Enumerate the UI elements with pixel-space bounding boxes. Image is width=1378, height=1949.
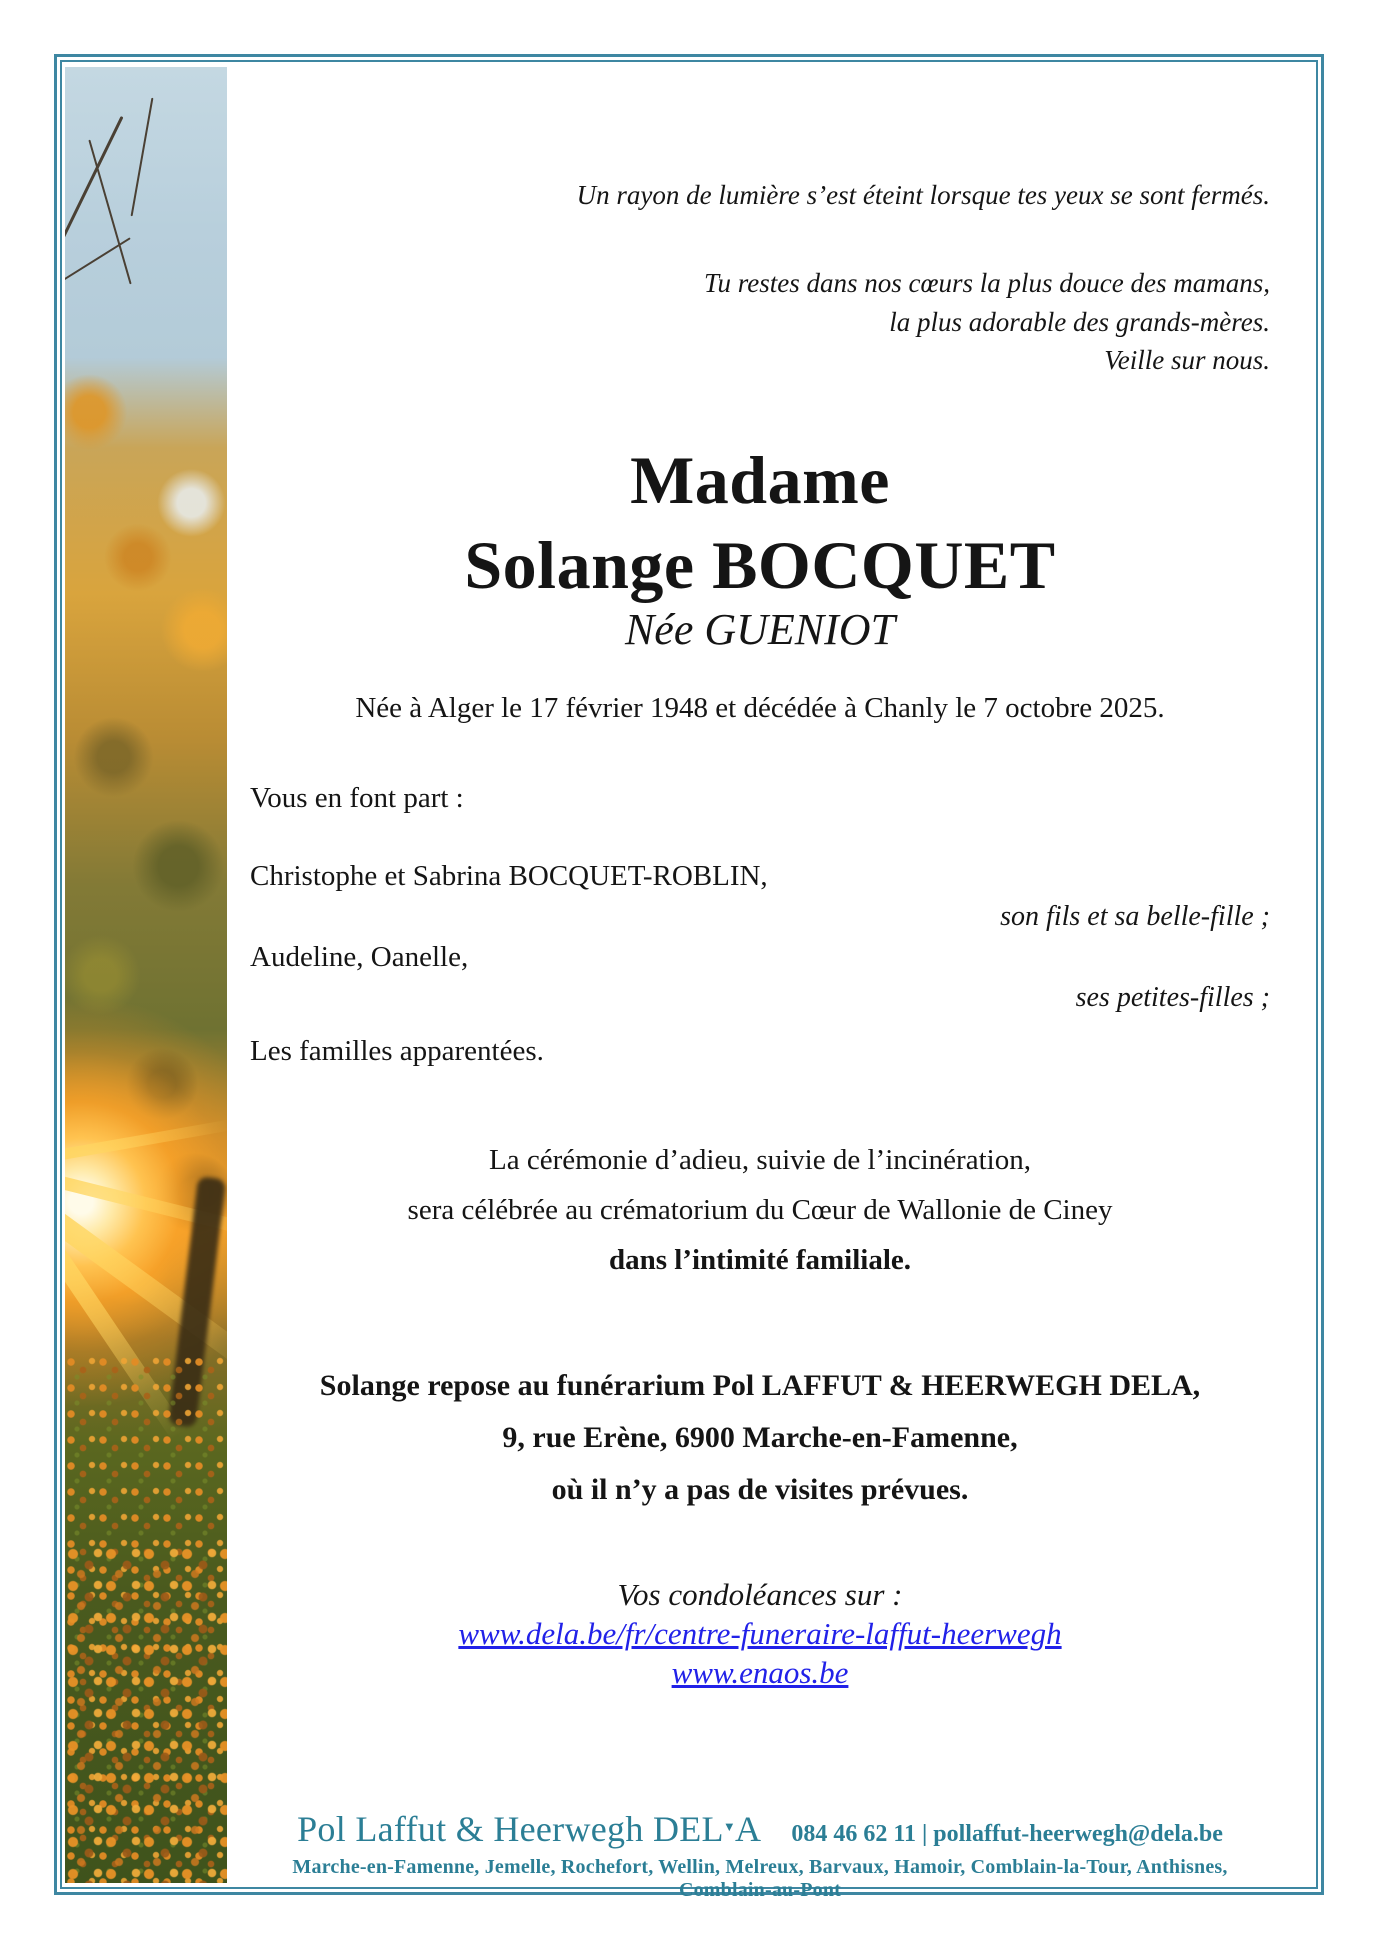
deceased-title: Madame bbox=[630, 442, 890, 518]
footer-contact: 084 46 62 11 | pollaffut-heerwegh@dela.be bbox=[791, 1821, 1223, 1847]
ceremony-line-2: sera célébrée au crématorium du Cœur de Wallonie de Ciney bbox=[407, 1194, 1113, 1226]
footer-brand-row bbox=[250, 1808, 1270, 1850]
condolences-link-dela[interactable]: www.dela.be/fr/centre-funeraire-laffut-heerwegh bbox=[458, 1616, 1062, 1651]
maiden-name: Née GUENIOT bbox=[624, 605, 896, 654]
announcer-relation: son fils et sa belle-fille ; bbox=[1000, 901, 1270, 932]
deceased-title-and-name bbox=[250, 438, 1270, 608]
epigraph-line-4: Veille sur nous. bbox=[1104, 345, 1270, 375]
ceremony-line-1: La cérémonie d’adieu, suivie de l’incinération, bbox=[489, 1144, 1031, 1176]
announcement-intro: Vous en font part : bbox=[250, 782, 464, 814]
brand-mark-right: A bbox=[735, 1809, 762, 1849]
footer-locations: Marche-en-Famenne, Jemelle, Rochefort, Wellin, Melreux, Barvaux, Hamoir, Comblain-la-Tour, Anthisnes, Comblain-au-Pont bbox=[292, 1856, 1228, 1901]
brand-name: Pol Laffut & Heerwegh bbox=[297, 1809, 653, 1849]
epigraph-line-2: Tu restes dans nos cœurs la plus douce des mamans, bbox=[703, 268, 1270, 298]
repose-paragraph bbox=[250, 1360, 1270, 1516]
announcer-relation: ses petites-filles ; bbox=[1075, 982, 1270, 1013]
condolences-block bbox=[250, 1575, 1270, 1692]
announcer-names: Audeline, Oanelle, bbox=[250, 941, 469, 973]
condolences-link-enaos[interactable]: www.enaos.be bbox=[671, 1655, 849, 1690]
ceremony-line-3: dans l’intimité familiale. bbox=[608, 1244, 912, 1276]
autumn-photo-strip bbox=[65, 67, 227, 1883]
life-dates: Née à Alger le 17 février 1948 et décédée à Chanly le 7 octobre 2025. bbox=[355, 692, 1165, 724]
epigraph-line-3: la plus adorable des grands-mères. bbox=[889, 307, 1270, 337]
ceremony-paragraph bbox=[250, 1135, 1270, 1285]
deceased-name: Solange BOCQUET bbox=[464, 527, 1056, 603]
condolences-label: Vos condoléances sur : bbox=[617, 1577, 903, 1612]
epigraph-line-1: Un rayon de lumière s’est éteint lorsque tes yeux se sont fermés. bbox=[576, 180, 1270, 210]
fallen-leaves-dense bbox=[65, 1547, 227, 1883]
brand-mark-left: DEL bbox=[652, 1809, 724, 1849]
repose-line-1: Solange repose au funérarium Pol LAFFUT & HEERWEGH DELA, bbox=[319, 1369, 1201, 1402]
related-families: Les familles apparentées. bbox=[250, 1035, 544, 1067]
repose-line-2: 9, rue Erène, 6900 Marche-en-Famenne, bbox=[502, 1421, 1018, 1454]
repose-line-3: où il n’y a pas de visites prévues. bbox=[551, 1473, 969, 1506]
funeral-home-logo: Pol Laffut & Heerwegh DEL▼A bbox=[297, 1809, 762, 1849]
announcer-names: Christophe et Sabrina BOCQUET-ROBLIN, bbox=[250, 860, 768, 892]
